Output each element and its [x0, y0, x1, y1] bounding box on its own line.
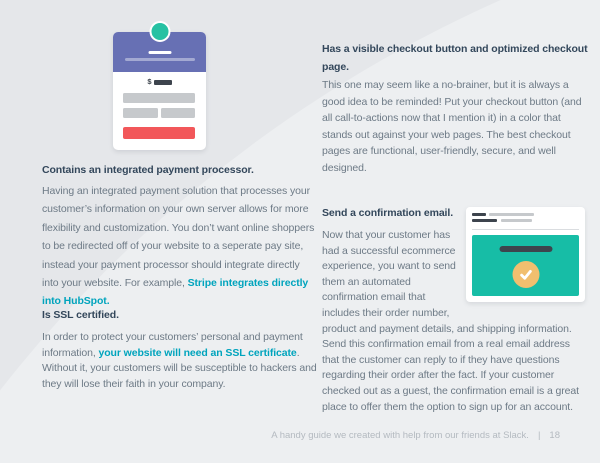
body-text-segment: In order to protect your customers’ personal and payment information,	[42, 331, 303, 359]
confirmation-email-illustration	[466, 207, 585, 302]
section-heading: Is SSL certified.	[42, 309, 119, 321]
email-meta-bar	[501, 219, 532, 223]
header-title-bar	[148, 51, 171, 54]
check-icon	[518, 267, 533, 282]
dollar-sign: $	[147, 77, 152, 86]
section-body: This one may seem like a no-brainer, but it is always a good idea to be reminded! Put your checkout button (and all call-to-actions now that I mention it) in a color that stands out against your web pages. The best checkout pages are functional, user-friendly, secure, and well designed.	[322, 79, 582, 174]
section-heading: Contains an integrated payment processor.	[42, 164, 254, 176]
footer-separator: |	[537, 430, 541, 441]
footer-credit: A handy guide we created with help from our friends at Slack.	[271, 430, 529, 441]
section-body	[42, 330, 318, 392]
email-body-panel	[472, 235, 579, 296]
inline-link[interactable]: Stripe integrates directly into HubSpot.	[42, 277, 309, 308]
confirmation-check-badge	[512, 261, 539, 288]
email-header-divider	[472, 229, 579, 230]
inline-link[interactable]: your website will need an SSL certificate	[98, 346, 297, 359]
section-ssl	[42, 309, 318, 392]
form-field-bar	[123, 93, 195, 104]
price-amount-bar	[154, 80, 172, 85]
email-meta-bar	[489, 213, 534, 217]
body-text-segment: . Without it, your customers will be susceptible to hackers and they will lose their faith in your company.	[42, 346, 317, 390]
payment-form-illustration	[113, 32, 206, 150]
form-field-bar	[123, 108, 158, 119]
body-text-segment: Having an integrated payment solution that processes your customer’s information on your own server allows for more flexibility and customization. You don’t want online shoppers to be redirected off of your website to a seperate pay site, instead your payment processor should integrate directly into your website. For example,	[42, 185, 315, 290]
section-heading: Send a confirmation email.	[322, 207, 454, 219]
form-field-bar	[161, 108, 195, 119]
page-footer	[271, 430, 560, 442]
header-subtitle-bar	[125, 58, 195, 62]
section-body	[42, 182, 316, 311]
section-payment-processor	[42, 164, 316, 311]
pay-button-placeholder	[123, 127, 195, 140]
avatar-circle-icon	[149, 21, 170, 42]
page-number: 18	[549, 430, 560, 441]
email-sender-bar	[472, 213, 486, 217]
section-body-wide: product and payment details, and shipping information. Send this confirmation email from a real email address that the customer can reply to if they have questions regarding their order after the fact. If your customer checked out as a guest, the confirmation email is a great place to offer them the option to sign up for an account.	[322, 322, 579, 413]
price-row	[113, 78, 206, 86]
email-subject-label-bar	[472, 219, 497, 223]
section-checkout	[322, 40, 590, 176]
section-heading: Has a visible checkout button and optimized checkout page.	[322, 43, 588, 73]
email-title-bar	[499, 246, 552, 252]
section-body-narrow: Now that your customer has had a successful ecommerce experience, you want to send them an automated confirmation email that includes their order number,	[322, 229, 456, 319]
